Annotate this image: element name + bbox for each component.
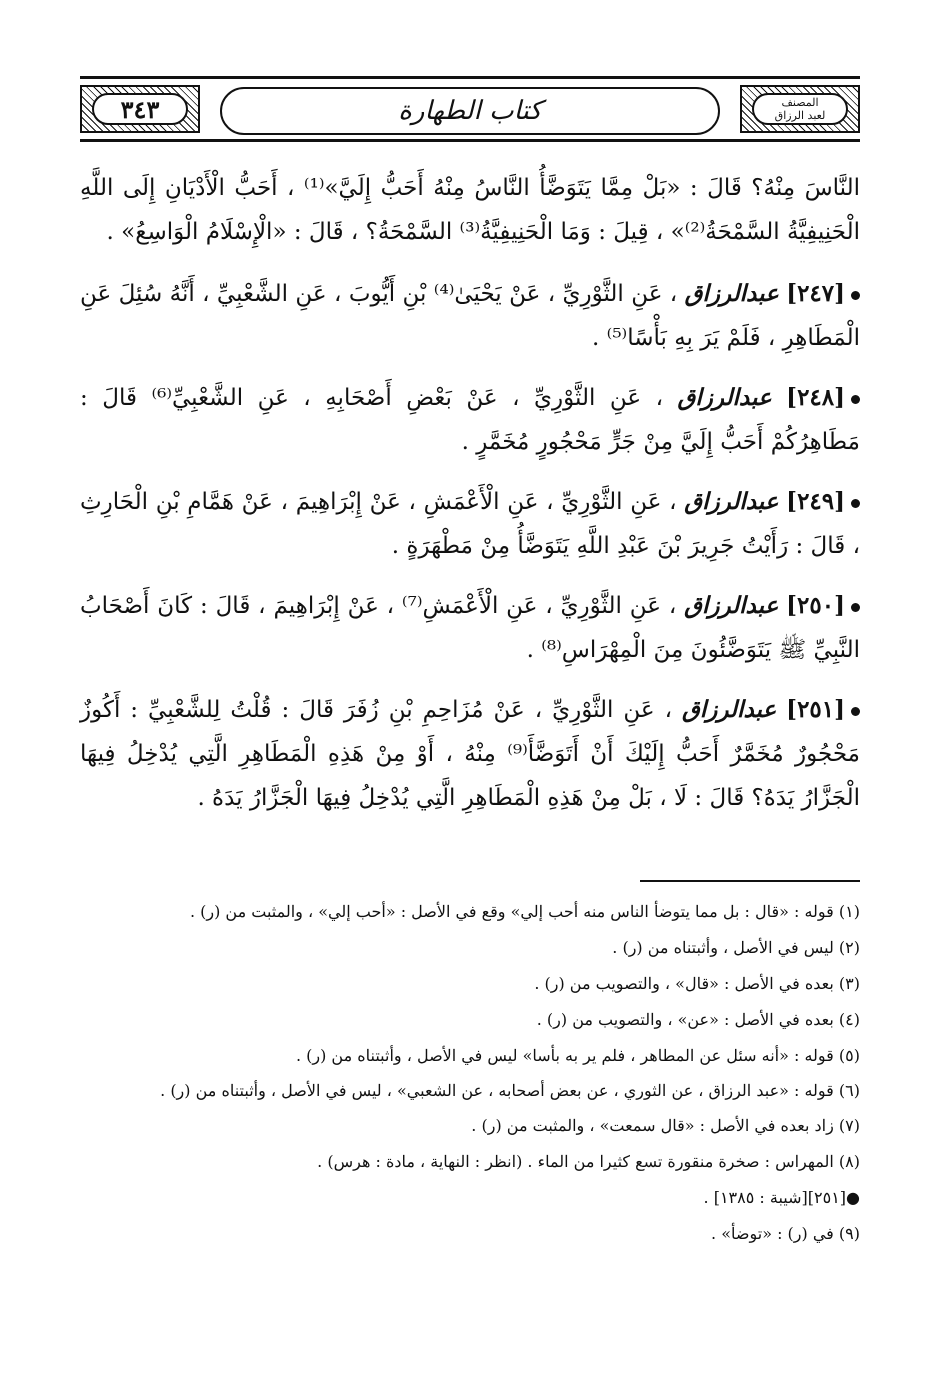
- continuation-paragraph: النَّاسَ مِنْهُ؟ قَالَ : «بَلْ مِمَّا يَتَوَضَّأُ النَّاسُ مِنْهُ أَحَبُّ إِلَيَّ»⁽¹⁾ ، أَحَبُّ الْأَدْيَانِ إِلَى اللَّهِ الْحَنِيفِيَّةُ السَّمْحَةُ⁽²⁾» ، قِيلَ : وَمَا الْحَنِيفِيَّةُ⁽³⁾ السَّمْحَةُ؟ ، قَالَ : «الْإِسْلَامُ الْوَاسِعُ» .: [80, 175, 860, 245]
- entry-text: ، عَنِ الثَّوْرِيِّ ، عَنِ الْأَعْمَشِ⁽⁷⁾ ، عَنْ إِبْرَاهِيمَ ، قَالَ : كَانَ أَصْحَابُ النَّبِيِّ ﷺ يَتَوَضَّئُونَ مِنَ الْمِهْرَاسِ⁽⁸⁾ .: [80, 593, 860, 663]
- page-number: ٣٤٣: [120, 94, 160, 124]
- bullet-icon: [851, 499, 860, 508]
- entry-number: [٢٤٧]: [786, 280, 846, 307]
- bullet-icon: [851, 707, 860, 716]
- footnote-divider: [640, 880, 860, 882]
- running-title-box: [220, 87, 720, 135]
- entry-narrator: عبدالرزاق: [677, 384, 772, 411]
- logo-line-1: المصنف: [781, 96, 819, 109]
- running-title: كتاب الطهارة: [398, 96, 542, 126]
- source-reference: ●[٢٥١][شيبة : ١٣٨٥] .: [703, 1188, 860, 1207]
- entry-text: ، عَنِ الثَّوْرِيِّ ، عَنْ يَحْيَىٰ⁽⁴⁾ بْنِ أَيُّوبَ ، عَنِ الشَّعْبِيِّ ، أَنَّهُ سُئِلَ عَنِ الْمَطَاهِرِ ، فَلَمْ يَرَ بِهِ بَأْسًا⁽⁵⁾ .: [80, 281, 860, 351]
- footnote: (٢) ليس في الأصل ، وأثبتناه من (ر) .: [612, 938, 860, 957]
- entry-number: [٢٥٠]: [786, 592, 845, 619]
- entry-text: ، عَنِ الثَّوْرِيِّ ، عَنْ مُزَاحِمِ بْنِ زُفَرَ قَالَ : قُلْتُ لِلشَّعْبِيِّ : أَكُوزٌ مَحْجُورٌ مُخَمَّرٌ أَحَبُّ إِلَيْكَ أَنْ أَتَوَضَّأَ⁽⁹⁾ مِنْهُ ، أَوْ مِنْ هَذِهِ الْمَطَاهِرِ الَّتِي يُدْخِلُ فِيهَا الْجَزَّارُ يَدَهُ؟ قَالَ : لَا ، بَلْ مِنْ هَذِهِ الْمَطَاهِرِ الَّتِي يُدْخِلُ فِيهَا الْجَزَّارُ يَدَهُ .: [80, 697, 860, 811]
- entry-number: [٢٥١]: [786, 696, 846, 723]
- logo-line-2: لعبد الرزاق: [774, 109, 826, 122]
- footnote: (١) قوله : «قال : بل مما يتوضأ الناس منه أحب إلي» وقع في الأصل : «أحب إلي» ، والمثبت من (ر) .: [189, 902, 860, 921]
- footnote: (٩) في (ر) : «توضأ» .: [711, 1224, 860, 1243]
- bullet-icon: [851, 603, 860, 612]
- footnote: (٧) زاد بعده في الأصل : «قال سمعت» ، والمثبت من (ر) .: [471, 1116, 860, 1135]
- entry-narrator: عبدالرزاق: [684, 592, 779, 619]
- entry-text: ، عَنِ الثَّوْرِيِّ ، عَنِ الْأَعْمَشِ ، عَنْ إِبْرَاهِيمَ ، عَنْ هَمَّامِ بْنِ الْحَارِثِ ، قَالَ : رَأَيْتُ جَرِيرَ بْنَ عَبْدِ اللَّهِ يَتَوَضَّأُ مِنْ مَطْهَرَةٍ .: [80, 489, 860, 559]
- page-header: [80, 76, 860, 142]
- page-number-ornament: [80, 85, 200, 133]
- logo-ornament: [740, 85, 860, 133]
- hadith-entry: [80, 584, 860, 672]
- entry-text: ، عَنِ الثَّوْرِيِّ ، عَنْ بَعْضِ أَصْحَابِهِ ، عَنِ الشَّعْبِيِّ⁽⁶⁾ قَالَ : مَطَاهِرُكُمْ أَحَبُّ إِلَيَّ مِنْ جَرٍّ مَحْجُورٍ مُخَمَّرٍ .: [80, 385, 860, 455]
- bullet-icon: [851, 291, 860, 300]
- footnote: (٨) المهراس : صخرة منقورة تسع كثيرا من الماء . (انظر : النهاية ، مادة : هرس) .: [317, 1152, 860, 1171]
- footnotes: [80, 896, 860, 1254]
- entry-number: [٢٤٨]: [786, 384, 846, 411]
- entry-number: [٢٤٩]: [786, 488, 846, 515]
- entry-narrator: عبدالرزاق: [682, 696, 777, 723]
- main-text: [80, 166, 860, 836]
- hadith-entry: [80, 480, 860, 568]
- footnote: (٦) قوله : «عبد الرزاق ، عن الثوري ، عن بعض أصحابه ، عن الشعبي» ، ليس في الأصل ، وأثبتناه من (ر) .: [160, 1081, 860, 1100]
- hadith-entry: [80, 272, 860, 360]
- book-logo: [775, 96, 826, 122]
- hadith-entry: [80, 376, 860, 464]
- footnote: (٣) بعده في الأصل : «قال» ، والتصويب من (ر) .: [534, 974, 860, 993]
- footnote: (٥) قوله : «أنه سئل عن المطاهر ، فلم ير به بأسا» ليس في الأصل ، وأثبتناه من (ر) .: [295, 1046, 860, 1065]
- bullet-icon: [851, 395, 860, 404]
- entry-narrator: عبدالرزاق: [684, 488, 779, 515]
- hadith-entry: [80, 688, 860, 820]
- entry-narrator: عبدالرزاق: [684, 280, 779, 307]
- footnote: (٤) بعده في الأصل : «عن» ، والتصويب من (ر) .: [536, 1010, 860, 1029]
